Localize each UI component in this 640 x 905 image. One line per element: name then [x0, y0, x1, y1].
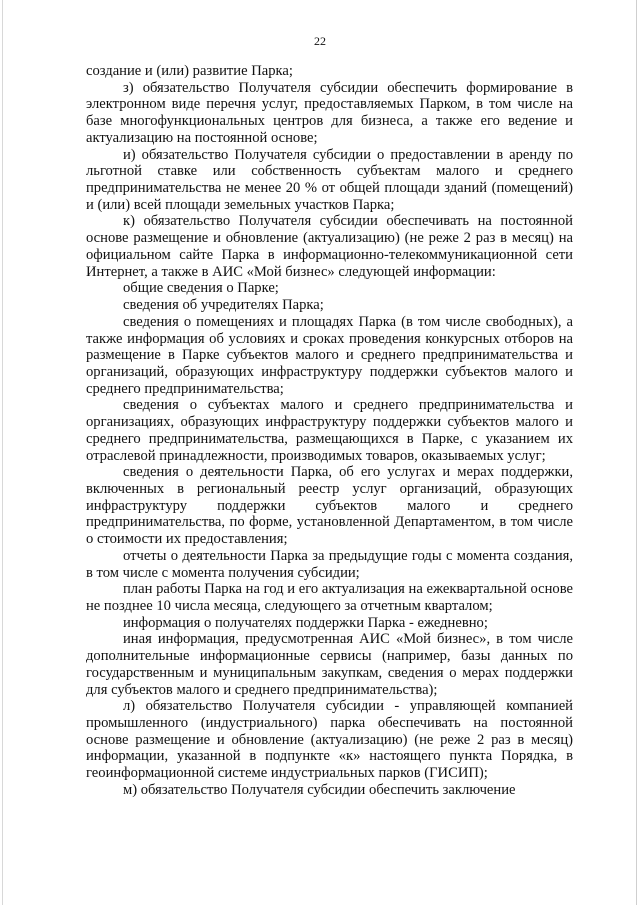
paragraph-continuation: создание и (или) развитие Парка;	[86, 63, 293, 79]
paragraph-work-plan: план работы Парка на год и его актуализация на ежеквартальной основе не позднее 10 числа месяца, следующего за отчетным кварталом;	[86, 581, 573, 614]
paragraph-founders: сведения об учредителях Парка;	[123, 297, 324, 314]
paragraph-park-activity: сведения о деятельности Парка, об его услугах и мерах поддержки, включенных в региональный реестр услуг организаций, образующих инфраструктуру поддержки субъектов малого и среднего предпринимательства, по форме, установленной Департаментом, в том числе о стоимости их предоставления;	[86, 464, 573, 548]
page-number: 22	[314, 34, 326, 48]
paragraph-item-k: к) обязательство Получателя субсидии обеспечивать на постоянной основе размещение и обновление (актуализацию) (не реже 2 раз в месяц) на официальном сайте Парка в информационно-телекоммуникационной сети Интернет, а также в АИС «Мой бизнес» следующей информации:	[86, 213, 573, 280]
paragraph-item-z: з) обязательство Получателя субсидии обеспечить формирование в электронном виде перечня услуг, предоставляемых Парком, в том числе на базе многофункциональных центров для бизнеса, а также его ведение и актуализацию на постоянной основе;	[86, 79, 573, 146]
paragraph-item-m: м) обязательство Получателя субсидии обеспечить заключение	[123, 781, 516, 798]
paragraph-support-recipients: информация о получателях поддержки Парка - ежедневно;	[123, 614, 488, 631]
page-right-edge	[636, 0, 637, 905]
paragraph-item-l: л) обязательство Получателя субсидии - управляющей компанией промышленного (индустриального) парка обеспечивать на постоянной основе размещение и обновление (актуализацию) (не реже 2 раз в месяц) информации, указанной в подпункте «к» настоящего пункта Порядка, в геоинформационной системе индустриальных парков (ГИСИП);	[86, 698, 573, 782]
paragraph-premises: сведения о помещениях и площадях Парка (в том числе свободных), а также информация об условиях и сроках проведения конкурсных отборов на размещение в Парке субъектов малого и среднего предпринимательства и организаций, образующих инфраструктуру поддержки субъектов малого и среднего предпринимательства;	[86, 313, 573, 397]
paragraph-other-info: иная информация, предусмотренная АИС «Мой бизнес», в том числе дополнительные информационные сервисы (например, базы данных по государственным и муниципальным закупкам, сведения о мерах поддержки для субъектов малого и среднего предпринимательства);	[86, 631, 573, 698]
paragraph-general-info: общие сведения о Парке;	[123, 280, 279, 297]
paragraph-sme-residents: сведения о субъектах малого и среднего предпринимательства и организациях, образующих инфраструктуру поддержки субъектов малого и среднего предпринимательства, размещающихся в Парке, с указанием их отраслевой принадлежности, производимых товаров, оказываемых услуг;	[86, 397, 573, 464]
paragraph-reports: отчеты о деятельности Парка за предыдущие годы с момента создания, в том числе с момента получения субсидии;	[86, 547, 573, 581]
paragraph-item-i: и) обязательство Получателя субсидии о предоставлении в аренду по льготной ставке или собственность субъектам малого и среднего предпринимательства не менее 20 % от общей площади зданий (помещений) и (или) всей площади земельных участков Парка;	[86, 146, 573, 213]
document-body	[86, 63, 573, 799]
page-left-edge	[2, 0, 3, 905]
